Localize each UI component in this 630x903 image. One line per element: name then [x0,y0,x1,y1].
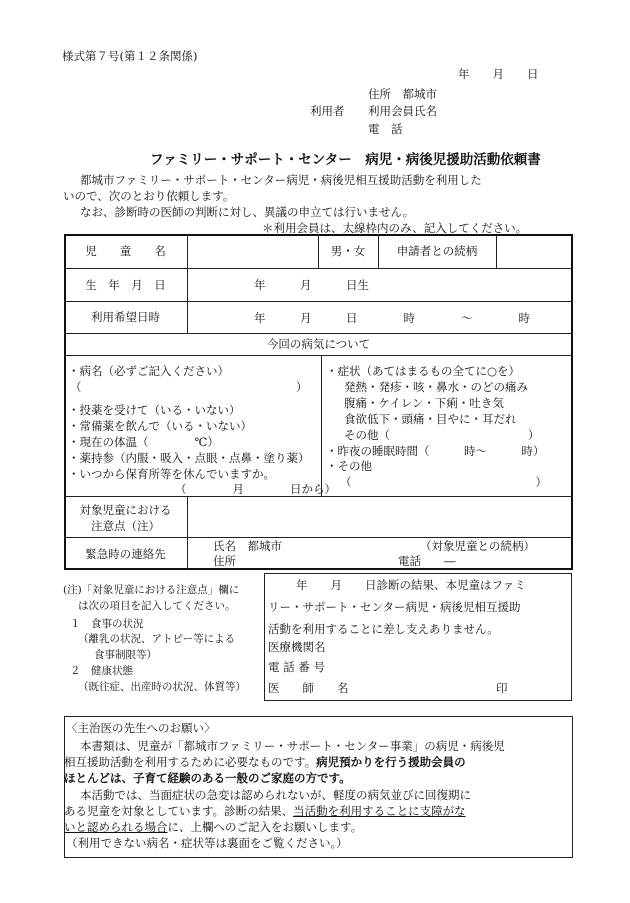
emergency-phone[interactable]: 電話 ― [398,554,456,568]
request-p1-line-1: 本書類は、児童が「都城市ファミリー・サポート・センター事業」の病児・病後児 [80,739,505,753]
form-number: 様式第７号(第１２条関係) [62,49,198,63]
footnote-line-3: １ 食事の状況 [70,618,144,630]
bring-medicine-line[interactable]: ・薬持参（内服・吸入・点眼・点鼻・塗り薬） [68,451,310,465]
request-title: 〈主治医の先生へのお願い〉 [66,721,216,735]
regular-medicine-line[interactable]: ・常備薬を飲んで（いる・いない） [68,419,252,433]
illness-name-close: ） [296,380,308,394]
footnote-line-4: （離乳の状況、アトピー等による [78,633,236,645]
request-p2-line-3: いと認められる場合に、上欄へのご記入をお願いします。 [64,820,363,834]
symptoms-row-1[interactable]: 発熱・発疹・咳・鼻水・のどの痛み [344,380,528,394]
emergency-name[interactable]: 氏名 都城市 [213,539,282,553]
hospital-phone-field[interactable]: 電 話 番 号 [268,660,325,674]
seal-mark: 印 [496,681,508,695]
child-name-field[interactable] [188,235,318,268]
symptoms-other[interactable]: その他（ ） [344,428,540,442]
use-datetime-label: 利用希望日時 [91,310,160,324]
hospital-name-field[interactable]: 医療機関名 [268,640,326,654]
footnote-line-6: ２ 健康状態 [70,665,133,677]
fill-note: ＊利用会員は、太線枠内のみ、記入してください。 [262,221,528,235]
emergency-relation[interactable]: （対象児童との続柄） [420,539,535,553]
intro-line-3: なお、診断時の医師の判断に対し、異議の申立ては行いません。 [80,205,415,219]
relation-field[interactable] [497,235,572,268]
doctor-line-2: リー・サポート・センター病児・病後児相互援助 [268,600,521,614]
symptoms-row-2[interactable]: 腹痛・ケイレン・下痢・吐き気 [344,396,504,410]
notes-label: 対象児童における 注意点（注） [79,503,172,533]
doctor-name-field[interactable]: 医 師 名 [268,681,349,695]
request-p2-line-1: 本活動では、当面症状の急変は認められないが、軽度の病気並びに回復期に [80,788,471,802]
date-line: 年 月 日 [458,67,539,81]
absent-since-date[interactable]: （ 月 日から） [175,482,336,496]
symptoms-line: ・症状（あてはまるもの全てに○を） [326,364,521,378]
gender-option[interactable]: 男・女 [330,244,366,258]
request-p3: （利用できない病名・症状等は裏面をご覧ください。） [66,836,348,850]
illness-name-open: （ [70,380,82,394]
footnote-line-5: 食事制限等） [94,649,157,661]
medication-line[interactable]: ・投薬を受けて（いる・いない） [68,403,241,417]
phone-line: 電 話 [368,122,403,136]
footnote-line-1: (注)「対象児童における注意点」欄に [63,584,240,596]
page-title: ファミリー・サポート・センター 病児・病後児援助活動依頼書 [150,152,541,168]
symptoms-row-3[interactable]: 食欲低下・頭痛・目やに・耳だれ [344,412,517,426]
illness-name-line: ・病名（必ずご記入ください） [68,364,229,378]
temperature-line[interactable]: ・現在の体温（ ℃） [68,435,219,449]
request-p2-line-2: ある児童を対象としています。診断の結果、当活動を利用することに支障がな [64,804,466,818]
request-p1-line-3: ほとんどは、子育て経験のある一般のご家庭の方です。 [64,771,351,785]
request-p1-line-2: 相互援助活動を利用するために必要なものです。病児預かりを行う援助会員の [64,755,466,769]
doctor-line-1: 年 月 日診断の結果、本児童はファミ [296,578,526,592]
relation-label: 申請者との続柄 [396,244,478,258]
user-label: 利用者 [310,104,345,118]
member-name-line: 利用会員氏名 [368,104,437,118]
footnote-line-7: （既往症、出産時の状況、体質等） [78,681,246,693]
birth-date-field[interactable]: 年 月 日生 [254,278,369,292]
emergency-label: 緊急時の連絡先 [85,546,166,561]
address-line: 住所 都城市 [368,87,437,101]
birth-date-label: 生 年 月 日 [85,277,166,292]
intro-line-2: いので、次のとおり依頼します。 [63,189,235,203]
other-label: ・その他 [326,459,372,473]
use-datetime-field[interactable]: 年 月 日 時 〜 時 [254,311,530,325]
intro-line-1: 都城市ファミリー・サポート・センター病児・病後児相互援助活動を利用した [80,173,482,187]
notes-field[interactable] [188,497,572,537]
absent-since-line: ・いつから保育所等を休んでいますか。 [68,467,275,481]
footnote-line-2: は次の項目を記入してください。 [78,600,236,612]
illness-section-title: 今回の病気について [266,337,371,351]
emergency-address[interactable]: 住所 [213,554,236,568]
doctor-line-3: 活動を利用することに差し支えありません。 [268,622,499,636]
other-field[interactable]: （ ） [340,475,547,489]
sleep-time-line[interactable]: ・昨夜の睡眠時間（ 時〜 時） [326,444,545,458]
child-name-label: 児 童 名 [85,244,166,258]
